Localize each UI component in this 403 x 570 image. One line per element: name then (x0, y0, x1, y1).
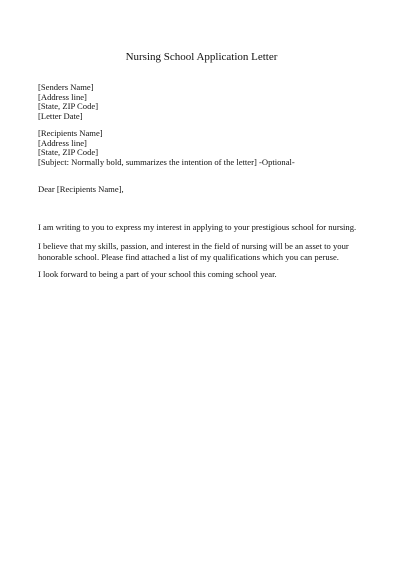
letter-date: [Letter Date] (38, 110, 83, 121)
body-paragraph-2 (38, 241, 368, 262)
letter-title: Nursing School Application Letter (125, 51, 278, 63)
body-paragraph-3 (38, 269, 368, 280)
sender-state-zip: [State, ZIP Code] (38, 101, 99, 112)
recipient-address-line: [Address line] (38, 137, 87, 148)
paragraph-line: honorable school. Please find attached a list of my qualifications which you can peruse. (38, 251, 339, 262)
sender-address-line: [Address line] (38, 91, 87, 102)
paragraph-line: I look forward to being a part of your school this coming school year. (38, 269, 277, 279)
body-paragraph-1 (38, 222, 368, 233)
subject-line: [Subject: Normally bold, summarizes the intention of the letter] -Optional- (38, 156, 295, 167)
paragraph-line: I am writing to you to express my interest in applying to your prestigious school for nursing. (38, 222, 357, 232)
paragraph-line: I believe that my skills, passion, and interest in the field of nursing will be an asset to your (38, 241, 349, 251)
recipient-address-block (38, 129, 368, 167)
salutation (38, 185, 368, 195)
recipient-state-zip: [State, ZIP Code] (38, 147, 99, 158)
salutation-text: Dear [Recipients Name], (38, 184, 124, 194)
sender-address-block (38, 83, 368, 121)
recipient-name: [Recipients Name] (38, 128, 103, 138)
sender-name: [Senders Name] (38, 82, 94, 92)
